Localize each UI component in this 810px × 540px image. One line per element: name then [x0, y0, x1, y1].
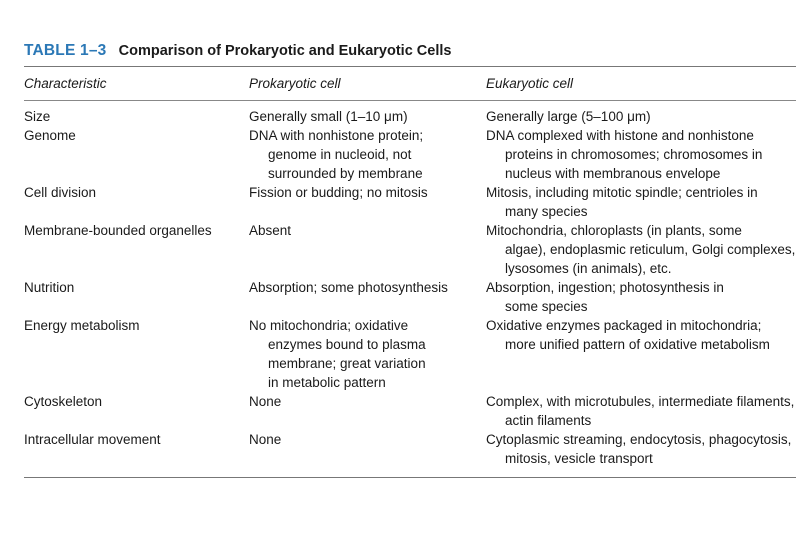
eukaryotic-cell	[486, 107, 651, 126]
table-row	[0, 392, 810, 430]
cell-line: lysosomes (in animals), etc.	[505, 261, 672, 276]
cell-line: Intracellular movement	[24, 432, 161, 447]
eukaryotic-cell	[486, 183, 758, 221]
prokaryotic-cell	[249, 107, 408, 126]
column-header-eukaryotic: Eukaryotic cell	[486, 76, 574, 91]
column-header-prokaryotic: Prokaryotic cell	[249, 76, 341, 91]
bottom-rule	[24, 477, 796, 478]
eukaryotic-cell	[486, 221, 795, 278]
cell-line: Mitosis, including mitotic spindle; centrioles in	[486, 185, 758, 200]
cell-line: in metabolic pattern	[268, 375, 386, 390]
table-row	[0, 316, 810, 392]
cell-line: some species	[505, 299, 588, 314]
eukaryotic-cell	[486, 126, 762, 183]
cell-line: Size	[24, 109, 51, 124]
cell-line: many species	[505, 204, 588, 219]
cell-line: Cytoplasmic streaming, endocytosis, phagocytosis,	[486, 432, 792, 447]
cell-line: proteins in chromosomes; chromosomes in	[505, 147, 763, 162]
cell-line: Oxidative enzymes packaged in mitochondria;	[486, 318, 762, 333]
header-rule	[24, 100, 796, 101]
eukaryotic-cell	[486, 392, 794, 430]
characteristic-cell	[24, 221, 212, 240]
cell-line: algae), endoplasmic reticulum, Golgi complexes,	[505, 242, 796, 257]
eukaryotic-cell	[486, 316, 770, 354]
cell-line: Mitochondria, chloroplasts (in plants, some	[486, 223, 742, 238]
cell-line: nucleus with membranous envelope	[505, 166, 721, 181]
characteristic-cell	[24, 126, 76, 145]
table-row	[0, 221, 810, 278]
table-title: Comparison of Prokaryotic and Eukaryotic Cells	[118, 43, 452, 59]
table-row	[0, 107, 810, 126]
cell-line: Absorption; some photosynthesis	[249, 280, 448, 295]
cell-line: Fission or budding; no mitosis	[249, 185, 428, 200]
cell-line: enzymes bound to plasma	[268, 337, 426, 352]
column-header-characteristic: Characteristic	[24, 76, 107, 91]
cell-line: None	[249, 394, 282, 409]
cell-line: Genome	[24, 128, 76, 143]
cell-line: Absent	[249, 223, 292, 238]
cell-line: surrounded by membrane	[268, 166, 423, 181]
table-row	[0, 183, 810, 221]
characteristic-cell	[24, 183, 96, 202]
cell-line: membrane; great variation	[268, 356, 426, 371]
table-row	[0, 278, 810, 316]
prokaryotic-cell	[249, 392, 281, 411]
cell-line: DNA with nonhistone protein;	[249, 128, 424, 143]
eukaryotic-cell	[486, 430, 791, 468]
cell-line: genome in nucleoid, not	[268, 147, 412, 162]
cell-line: Cell division	[24, 185, 97, 200]
top-rule	[24, 66, 796, 67]
cell-line: DNA complexed with histone and nonhistone	[486, 128, 754, 143]
cell-line: mitosis, vesicle transport	[505, 451, 653, 466]
cell-line: No mitochondria; oxidative	[249, 318, 409, 333]
prokaryotic-cell	[249, 221, 291, 240]
cell-line: Complex, with microtubules, intermediate filaments,	[486, 394, 795, 409]
cell-line: more unified pattern of oxidative metabolism	[505, 337, 770, 352]
prokaryotic-cell	[249, 278, 448, 297]
cell-line: Energy metabolism	[24, 318, 140, 333]
cell-line: actin filaments	[505, 413, 592, 428]
table-row	[0, 430, 810, 468]
prokaryotic-cell	[249, 126, 423, 183]
eukaryotic-cell	[486, 278, 724, 316]
prokaryotic-cell	[249, 183, 428, 202]
characteristic-cell	[24, 107, 50, 126]
cell-line: None	[249, 432, 282, 447]
table-number: TABLE 1–3	[24, 42, 107, 59]
prokaryotic-cell	[249, 316, 426, 392]
cell-line: Membrane-bounded organelles	[24, 223, 212, 238]
cell-line: Absorption, ingestion; photosynthesis in	[486, 280, 724, 295]
table-caption	[24, 41, 451, 61]
cell-line: Cytoskeleton	[24, 394, 103, 409]
table-row	[0, 126, 810, 183]
cell-line: Generally small (1–10 μm)	[249, 109, 408, 124]
characteristic-cell	[24, 316, 140, 335]
characteristic-cell	[24, 278, 74, 297]
characteristic-cell	[24, 392, 102, 411]
cell-line: Nutrition	[24, 280, 75, 295]
prokaryotic-cell	[249, 430, 281, 449]
characteristic-cell	[24, 430, 161, 449]
cell-line: Generally large (5–100 μm)	[486, 109, 651, 124]
